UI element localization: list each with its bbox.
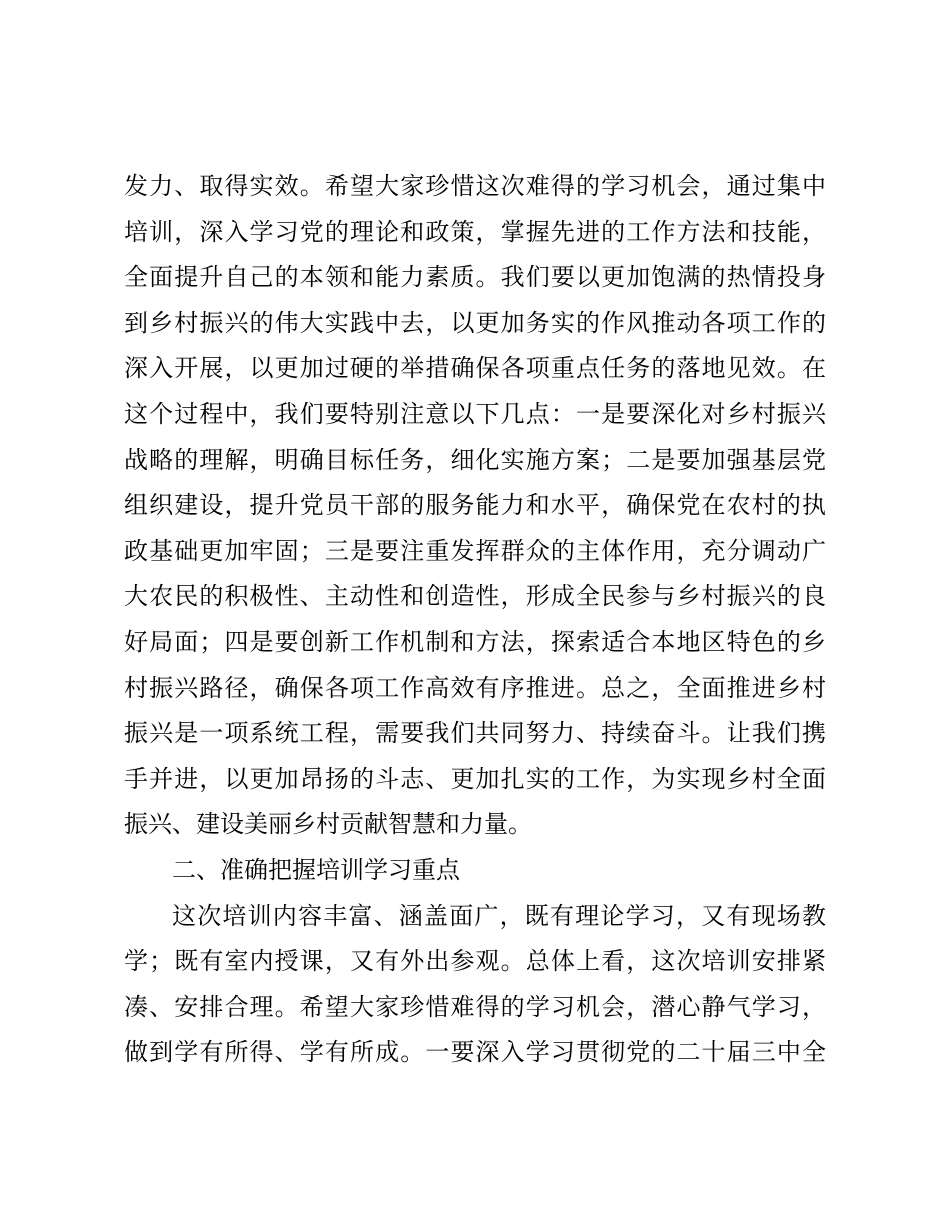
text-line: 组织建设，提升党员干部的服务能力和水平，确保党在农村的执 (124, 491, 826, 520)
text-line: 培训，深入学习党的理论和政策，掌握先进的工作方法和技能， (124, 217, 826, 246)
text-line: 发力、取得实效。希望大家珍惜这次难得的学习机会，通过集中 (124, 172, 826, 200)
body-paragraph (124, 894, 826, 1076)
text-line: 振兴是一项系统工程，需要我们共同努力、持续奋斗。让我们携 (124, 719, 826, 748)
text-line: 凑、安排合理。希望大家珍惜难得的学习机会，潜心静气学习， (124, 992, 826, 1021)
text-line: 振兴、建设美丽乡村贡献智慧和力量。 (124, 810, 532, 839)
text-line: 战略的理解，明确目标任务，细化实施方案；二是要加强基层党 (124, 445, 826, 474)
text-line: 这次培训内容丰富、涵盖面广，既有理论学习，又有现场教 (172, 901, 826, 930)
text-line: 全面提升自己的本领和能力素质。我们要以更加饱满的热情投身 (124, 263, 826, 292)
text-line: 手并进，以更加昂扬的斗志、更加扎实的工作，为实现乡村全面 (124, 764, 826, 793)
text-line: 政基础更加牢固；三是要注重发挥群众的主体作用，充分调动广 (124, 536, 826, 565)
text-line: 村振兴路径，确保各项工作高效有序推进。总之，全面推进乡村 (124, 673, 826, 702)
section-heading: 二、准确把握培训学习重点 (172, 855, 460, 884)
text-line: 好局面；四是要创新工作机制和方法，探索适合本地区特色的乡 (124, 627, 826, 656)
document-body (124, 164, 826, 1076)
body-paragraph (124, 164, 826, 848)
text-line: 学；既有室内授课，又有外出参观。总体上看，这次培训安排紧 (124, 947, 826, 976)
text-line: 到乡村振兴的伟大实践中去，以更加务实的作风推动各项工作的 (124, 308, 826, 337)
text-line: 做到学有所得、学有所成。一要深入学习贯彻党的二十届三中全 (124, 1038, 826, 1067)
text-line: 大农民的积极性、主动性和创造性，形成全民参与乡村振兴的良 (124, 582, 826, 611)
text-line: 这个过程中，我们要特别注意以下几点：一是要深化对乡村振兴 (124, 399, 826, 428)
text-line: 深入开展，以更加过硬的举措确保各项重点任务的落地见效。在 (124, 354, 826, 383)
